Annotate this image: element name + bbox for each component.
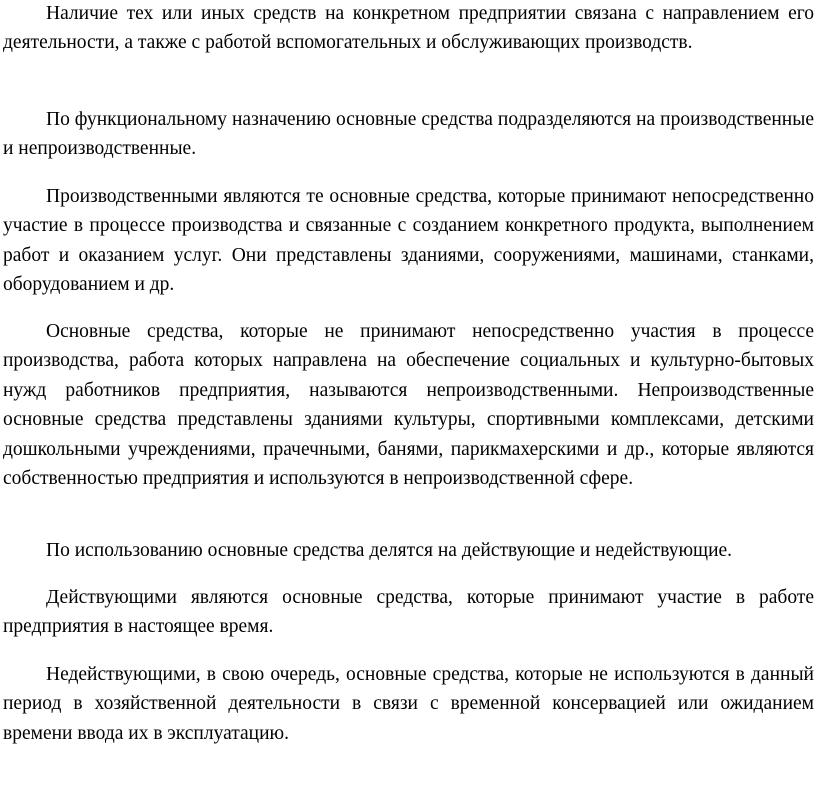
paragraph-4: Основные средства, которые не принимают непосредственно участия в процессе производства, работа которых направлена на обеспечение социальных и культурно-бытовых нужд работников предприятия, называются непроизводственными. Непроизводственные основные средства представлены зданиями культуры, спортивными комплексами, детскими дошкольными учреждениями, прачечными, банями, парикмахерскими и др., которые являются собственностью предприятия и используются в непроизводственной сфере. [3,321,814,490]
paragraph-2: По функциональному назначению основные средства подразделяются на производственные и непроизводственные. [3,109,814,160]
paragraph-6: Действующими являются основные средства, которые принимают участие в работе предприятия в настоящее время. [3,587,814,638]
paragraph-7: Недействующими, в свою очередь, основные средства, которые не используются в данный период в хозяйственной деятельности в связи с временной консервацией или ожиданием времени ввода их в эксплуатацию. [3,664,814,744]
paragraph-1: Наличие тех или иных средств на конкретном предприятии связана с направлением его деятельности, а также с работой вспомогательных и обслуживающих производств. [3,3,814,54]
paragraph-3: Производственными являются те основные средства, которые принимают непосредственно участие в процессе производства и связанные с созданием конкретного продукта, выполнением работ и оказанием услуг. Они представлены зданиями, сооружениями, машинами, станками, оборудованием и др. [3,186,814,296]
paragraph-5: По использованию основные средства делятся на действующие и недействующие. [46,540,733,561]
